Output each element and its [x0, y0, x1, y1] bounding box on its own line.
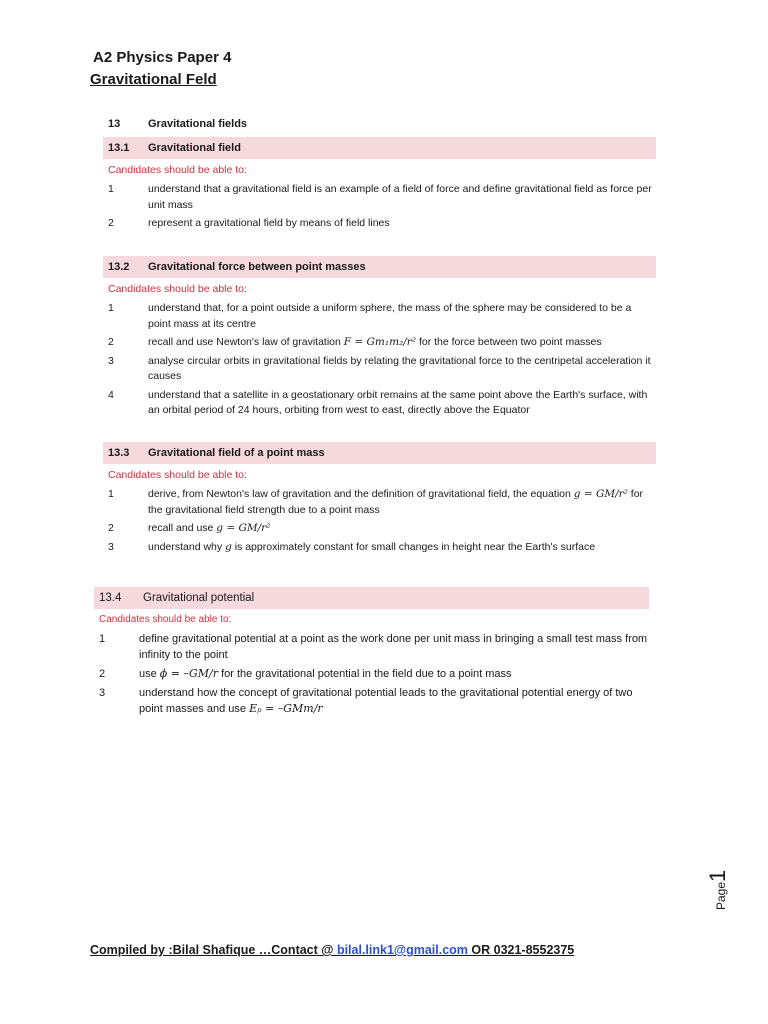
- section-label: Gravitational force between point masses: [148, 261, 366, 273]
- formula: g = GM/r²: [216, 522, 271, 534]
- section-header: [94, 587, 649, 609]
- item-text-pre: recall and use: [148, 522, 217, 534]
- section-header: [103, 137, 656, 159]
- item-text: understand that a gravitational field is an example of a field of force and define gravitational field as force per unit mass: [148, 183, 652, 211]
- formula: Eₚ = –GMm/r: [249, 702, 323, 715]
- candidates-note: Candidates should be able to:: [108, 283, 247, 295]
- section-number: 13.3: [108, 447, 130, 459]
- section-13-2: [103, 256, 656, 422]
- list-item: [94, 685, 649, 717]
- item-text-post: for the force between two point masses: [416, 336, 602, 348]
- document-subtitle: Gravitational Feld: [90, 71, 217, 88]
- formula: g = GM/r²: [573, 488, 628, 500]
- footer-prefix: Compiled by :Bilal Shafique …Contact @: [90, 943, 337, 957]
- list-item: [94, 631, 649, 663]
- list-item: [103, 521, 656, 537]
- main-heading: [108, 118, 247, 130]
- section-number: 13.4: [99, 592, 122, 604]
- candidates-note: Candidates should be able to:: [108, 164, 247, 176]
- list-item: [103, 182, 656, 213]
- item-number: 4: [108, 388, 114, 401]
- item-number: 1: [99, 633, 106, 645]
- section-label: Gravitational field of a point mass: [148, 447, 325, 459]
- item-text: [139, 666, 649, 682]
- main-heading-number: 13: [108, 118, 121, 130]
- candidates-note: Candidates should be able to:: [108, 469, 247, 481]
- item-number: 1: [108, 488, 114, 500]
- page-number: [705, 870, 731, 910]
- section-label: Gravitational potential: [143, 592, 255, 604]
- document-title: A2 Physics Paper 4: [93, 49, 232, 66]
- item-number: 3: [108, 354, 114, 367]
- item-text: represent a gravitational field by means of field lines: [148, 217, 390, 229]
- section-number: 13.1: [108, 142, 130, 154]
- list-item: [103, 388, 656, 419]
- formula: g: [225, 540, 232, 553]
- item-text: [148, 335, 656, 351]
- page-label: Page: [714, 881, 728, 910]
- footer: [90, 943, 574, 957]
- list-item: [103, 216, 656, 232]
- section-header: [103, 442, 656, 464]
- list-item: [103, 540, 656, 556]
- section-13-3: [103, 442, 656, 558]
- item-text: [148, 540, 656, 556]
- item-text-pre: recall and use Newton's law of gravitation: [148, 336, 344, 348]
- item-text: [139, 685, 649, 717]
- candidates-note: Candidates should be able to:: [99, 614, 232, 625]
- item-number: 2: [99, 668, 106, 680]
- item-text-post: for the gravitational field strength due to a point mass: [148, 488, 644, 516]
- formula: ϕ = –GM/r: [159, 667, 219, 680]
- item-number: 1: [108, 302, 114, 314]
- item-text-pre: use: [139, 668, 160, 680]
- list-item: [103, 301, 656, 332]
- item-number: 2: [108, 522, 114, 534]
- item-number: 2: [108, 217, 114, 229]
- footer-suffix: OR 0321-8552375: [467, 943, 575, 957]
- item-text-pre: derive, from Newton's law of gravitation and the definition of gravitational field, the equation: [148, 488, 574, 500]
- main-heading-label: Gravitational fields: [148, 118, 248, 130]
- item-number: 3: [99, 687, 106, 699]
- page-number-value: 1: [705, 869, 730, 882]
- list-item: [94, 666, 649, 682]
- item-text: understand that a satellite in a geostationary orbit remains at the same point above the Earth's surface, with an orbital period of 24 hours, orbiting from west to east, directly above the Equator: [148, 388, 648, 416]
- item-text: [148, 521, 656, 537]
- item-number: 1: [108, 183, 114, 195]
- section-header: [103, 256, 656, 278]
- item-text-pre: understand how the concept of gravitational potential leads to the gravitational potential energy of two point masses and use: [139, 687, 633, 715]
- item-text-post: for the gravitational potential in the field due to a point mass: [218, 668, 512, 680]
- list-item: [103, 335, 656, 351]
- section-13-1: [103, 137, 656, 235]
- formula: F = Gm₁m₂/r²: [343, 336, 417, 348]
- footer-email-link[interactable]: bilal.link1@gmail.com: [336, 943, 468, 957]
- item-text: understand that, for a point outside a uniform sphere, the mass of the sphere may be considered to be a point mass at its centre: [148, 302, 632, 330]
- item-text-post: is approximately constant for small changes in height near the Earth's surface: [231, 540, 596, 553]
- list-item: [103, 354, 656, 385]
- item-number: 2: [108, 336, 114, 348]
- item-text: define gravitational potential at a point as the work done per unit mass in bringing a small test mass from infinity to the point: [139, 633, 648, 661]
- section-number: 13.2: [108, 261, 130, 273]
- item-text: [148, 487, 656, 518]
- list-item: [103, 487, 656, 518]
- item-text: analyse circular orbits in gravitational fields by relating the gravitational force to the centripetal acceleration it causes: [148, 354, 651, 382]
- item-text-pre: understand why: [148, 540, 226, 553]
- section-label: Gravitational field: [148, 142, 241, 154]
- section-13-4: [94, 587, 649, 720]
- item-number: 3: [108, 540, 114, 553]
